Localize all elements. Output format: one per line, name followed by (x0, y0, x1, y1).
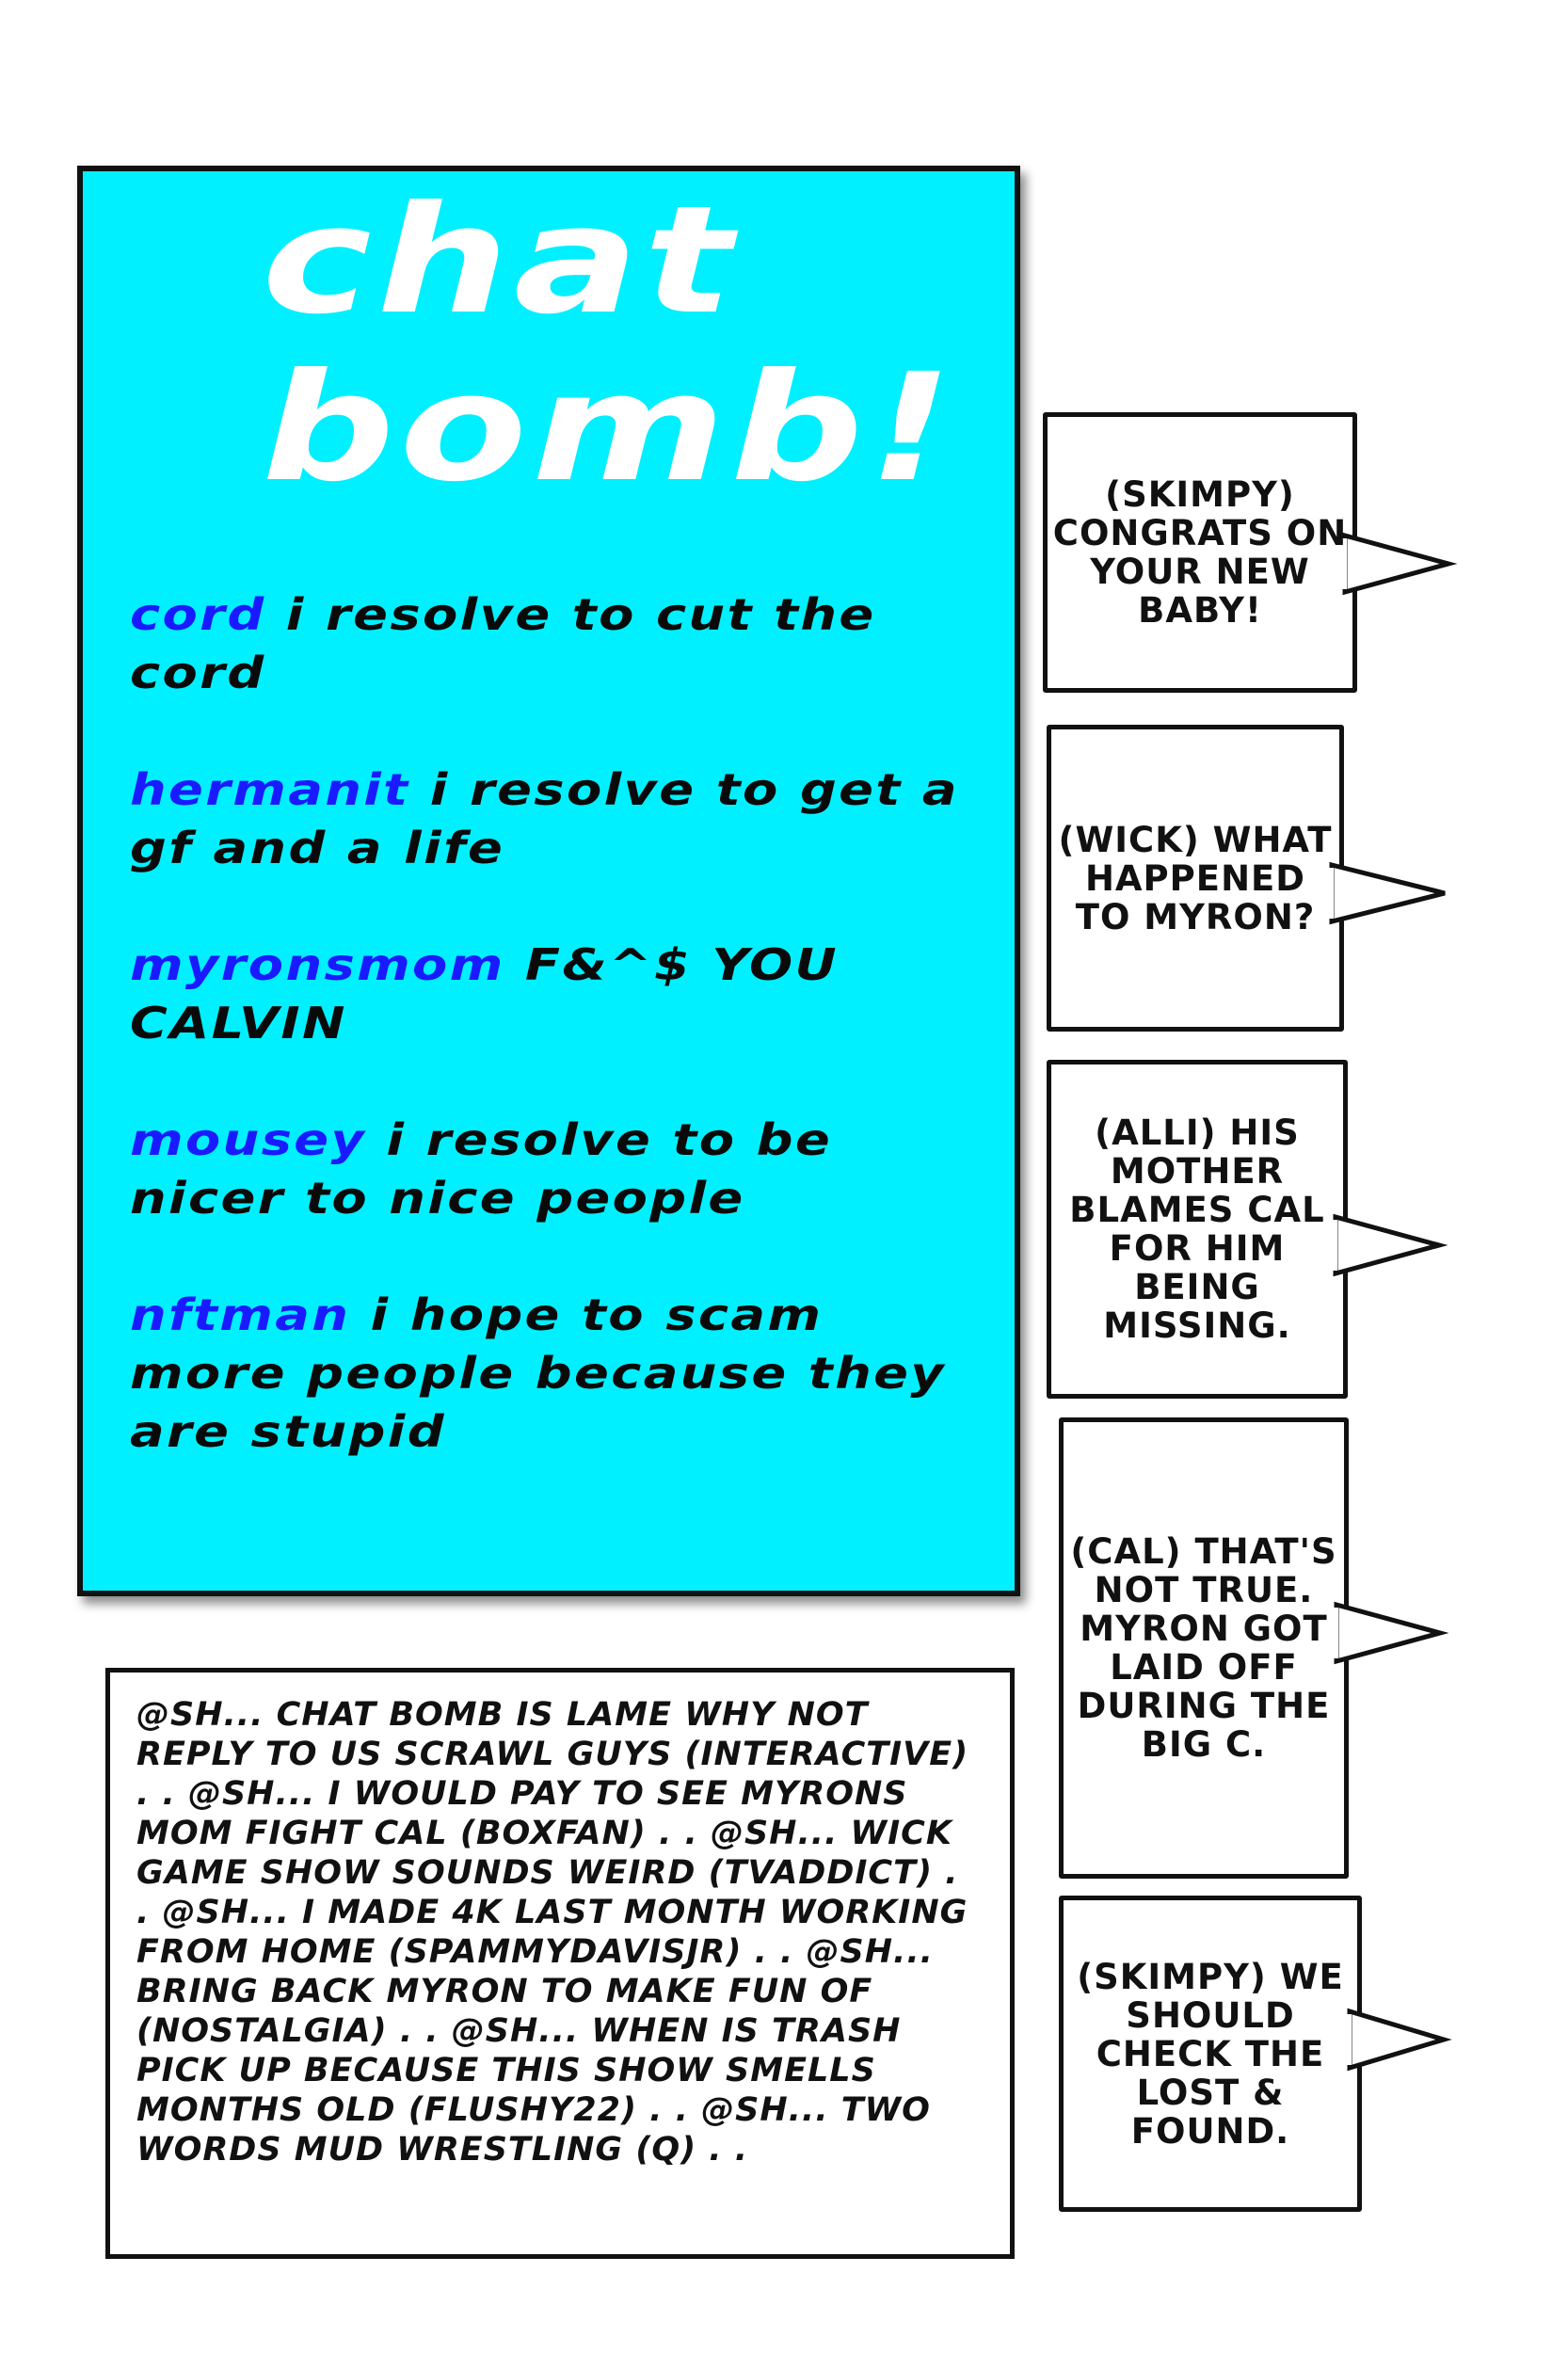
comment-scrawl-box (105, 1668, 1015, 2259)
chat-message-text: i hope to scam more people because they are stupid (130, 1289, 947, 1457)
chat-username: cord (130, 589, 266, 640)
chat-message (130, 1111, 974, 1227)
speech-bubble-tail (1336, 1204, 1448, 1289)
speech-bubble-tail (1345, 519, 1458, 603)
chat-message-text: i resolve to cut the cord (130, 589, 876, 698)
comment-scrawl-text: @SH... CHAT BOMB IS LAME WHY NOT REPLY TO US SCRAWL GUYS (INTERACTIVE) . . @SH... I WOULD PAY TO SEE MYRONS MOM FIGHT CAL (BOXFAN) . . @SH... WICK GAME SHOW SOUNDS WEIRD (TVADDICT) . . @SH... I MADE 4K LAST MONTH WORKING FROM HOME (SPAMMYDAVISJR) . . @SH... BRING BACK MYRON TO MAKE FUN OF (NOSTALGIA) . . @SH... WHEN IS TRASH PICK UP BECAUSE THIS SHOW SMELLS MONTHS OLD (FLUSHY22) . . @SH... TWO WORDS MUD WRESTLING (Q) . . (136, 1696, 969, 2169)
speech-bubble-wick (1047, 725, 1344, 1032)
chat-message (130, 585, 974, 702)
chat-username: hermanit (130, 764, 410, 815)
speech-bubble-skimpy-1 (1043, 412, 1357, 693)
chat-username: mousey (130, 1114, 367, 1165)
chat-message-text: i resolve to be nicer to nice people (130, 1114, 833, 1224)
chat-username: nftman (130, 1289, 351, 1340)
chat-bomb-panel (77, 166, 1020, 1596)
speech-bubble-tail (1332, 852, 1454, 936)
speech-bubble-tail (1336, 1592, 1449, 1676)
speech-bubble-tail (1350, 1998, 1453, 2083)
speech-bubble-text: (SKIMPY) WE SHOULD CHECK THE LOST & FOUND. (1077, 1956, 1344, 2152)
chat-message-text: F&^$ YOU CALVIN (130, 939, 839, 1048)
speech-bubble-text: (WICK) WHAT HAPPENED TO MYRON? (1058, 819, 1333, 937)
speech-bubble-skimpy-2 (1059, 1896, 1362, 2212)
chat-message-text: i resolve to get a gf and a life (130, 764, 959, 873)
speech-bubble-alli (1047, 1060, 1348, 1399)
chat-message (130, 1286, 974, 1461)
chat-message (130, 936, 974, 1052)
speech-bubble-text: (CAL) THAT'S NOT TRUE. MYRON GOT LAID OFF DURING THE BIG C. (1070, 1531, 1337, 1765)
chat-message-list (130, 585, 977, 1519)
chat-bomb-title-line2: bomb! (262, 342, 958, 515)
chat-bomb-title-line1: chat (262, 174, 738, 347)
chat-message (130, 760, 974, 877)
chat-bomb-title (262, 174, 958, 515)
speech-bubble-text: (SKIMPY) CONGRATS ON YOUR NEW BABY! (1052, 474, 1348, 631)
speech-bubble-text: (ALLI) HIS MOTHER BLAMES CAL FOR HIM BEING MISSING. (1069, 1112, 1325, 1346)
chat-username: myronsmom (130, 939, 505, 990)
speech-bubble-cal (1059, 1417, 1349, 1879)
